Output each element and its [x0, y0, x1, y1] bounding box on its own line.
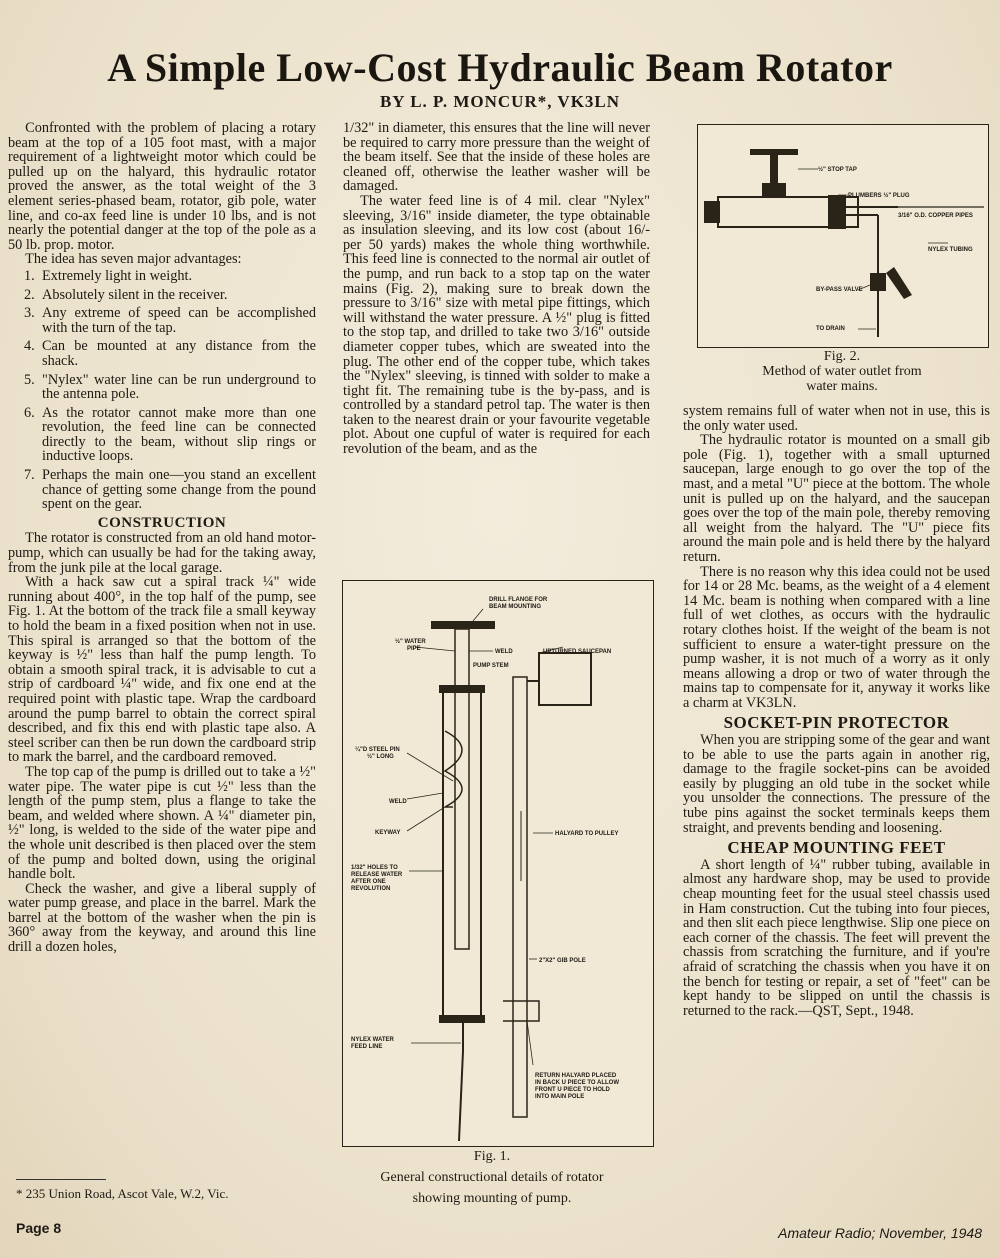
body-paragraph: The hydraulic rotator is mounted on a small gib pole (Fig. 1), together with a small upturned saucepan, large enough to go over the top of the mast, and a metal "U" piece at the bottom. The whole unit is pulled up on the halyard, and the saucepan goes over the top of the main pole, thereby removing all weight from the halyard. The "U" piece fits around the main pole and is held there by the halyard return.	[683, 432, 990, 565]
figure-1-caption-line-2: showing mounting of pump.	[412, 1191, 572, 1206]
label-drill-flange-2: BEAM MOUNTING	[489, 604, 541, 610]
label-return-2: IN BACK U PIECE TO ALLOW	[535, 1080, 619, 1086]
label-water-pipe-2: PIPE	[407, 646, 421, 652]
label-gib-pole: 2"X2" GIB POLE	[539, 958, 586, 964]
label-weld-top: WELD	[495, 649, 513, 655]
pump-barrel	[443, 689, 481, 1019]
label-halyard: HALYARD TO PULLEY	[555, 831, 619, 837]
intro-paragraph: Confronted with the problem of placing a rotary beam at the top of a 105 foot mast, with a major requirement of a lightweight motor which could be pulled up on the halyard, this hydraulic rotator proved the answer, as the total weight of the 3 element series-phased beam, rotator, gib pole, water line, and co-ax feed line is under 10 lbs, and is not nearly the potential danger at the top of the pole as a 50 lb. prop. motor.	[8, 120, 316, 253]
label-holes-4: REVOLUTION	[351, 886, 391, 892]
article-title: A Simple Low-Cost Hydraulic Beam Rotator	[107, 45, 893, 90]
page-number: Page 8	[16, 1220, 62, 1236]
figure-2-caption-line-1: Method of water outlet from	[762, 364, 922, 379]
label-return-4: INTO MAIN POLE	[535, 1094, 585, 1100]
flange	[431, 621, 495, 629]
construction-heading: CONSTRUCTION	[97, 514, 227, 531]
label-plug: PLUMBERS ½" PLUG	[848, 193, 910, 199]
figure-2	[697, 124, 989, 348]
list-item: 7. Perhaps the main one—you stand an excellent chance of getting some change from the pound spent on the gear.	[24, 467, 316, 513]
list-item: 1. Extremely light in weight.	[24, 267, 193, 284]
figure-1-caption	[332, 1146, 652, 1209]
label-weld: WELD	[389, 799, 407, 805]
body-paragraph: 1/32" in diameter, this ensures that the line will never be required to carry more pressure than the weight of the beam itself. See that the inside of these holes are cleaned off, otherwise the leather washer will be damaged.	[343, 120, 650, 195]
label-nylex: NYLEX WATER	[351, 1037, 394, 1043]
label-holes: 1/32" HOLES TO	[351, 865, 398, 871]
water-outlet-diagram	[698, 125, 988, 347]
label-return: RETURN HALYARD PLACED	[535, 1073, 617, 1079]
list-item: 5. "Nylex" water line can be run underground to the antenna pole.	[24, 371, 316, 403]
figure-2-caption-line-2: water mains.	[806, 379, 878, 394]
body-paragraph: system remains full of water when not in use, this is the only water used.	[683, 403, 990, 434]
label-water-pipe: ½" WATER	[395, 639, 426, 645]
label-nylex-tubing: NYLEX TUBING	[928, 247, 973, 253]
footnote: * 235 Union Road, Ascot Vale, W.2, Vic.	[16, 1186, 229, 1201]
label-stop-tap: ½" STOP TAP	[818, 167, 857, 173]
body-paragraph: The rotator is constructed from an old hand motor-pump, which can usually be had for the taking away, from the junk pile at the local garage.	[8, 530, 316, 576]
label-holes-3: AFTER ONE	[351, 879, 386, 885]
label-bypass: BY-PASS VALVE	[816, 287, 863, 293]
list-item: 2. Absolutely silent in the receiver.	[24, 286, 228, 303]
body-paragraph: With a hack saw cut a spiral track ¼" wide running about 400°, in the top half of the pump, see Fig. 1. At the bottom of the track file a small keyway to hold the beam in a fixed position when not in use. This spiral is arranged so that the bottom of the keyway is ½" less than half the pump length. To obtain a smooth spiral track, it is advisable to cut a strip of cardboard ¼" wide, and fix one end at the required point with plastic tape. Wrap the cardboard around the pump barrel to obtain the correct spiral described, and fix this end with plastic tape also. A steel scriber can then be run down the cardboard strip to mark the barrel, and the cardboard removed.	[8, 574, 316, 766]
rotator-diagram	[343, 581, 653, 1146]
spiral-track	[445, 731, 462, 807]
label-pump-stem: PUMP STEM	[473, 663, 509, 669]
body-paragraph: A short length of ¼" rubber tubing, available in almost any hardware shop, may be used to provide cheap mounting feet for the usual steel chassis used in Ham construction. Cut the tubing into four pieces, and then slit each piece lengthwise. Slip one piece on each corner of the chassis. The feet will prevent the chassis from scratching the furniture, and if you're afraid of scratching the chassis when you have it on the bench for testing or repair, a set of "feet" can be kept handy to be slipped on until the chassis is returned to the rack.—QST, Sept., 1948.	[683, 856, 990, 1019]
label-return-3: FRONT U PIECE TO HOLD	[535, 1087, 610, 1093]
label-steel-pin-2: ½" LONG	[367, 754, 394, 760]
gib-pole	[513, 677, 527, 1117]
figure-1	[342, 580, 654, 1147]
list-item: 4. Can be mounted at any distance from the shack.	[24, 338, 316, 369]
label-drain: TO DRAIN	[816, 326, 845, 332]
label-saucepan: UPTURNED SAUCEPAN	[543, 649, 612, 655]
body-paragraph: Check the washer, and give a liberal supply of water pump grease, and place in the barrel. Mark the barrel at the bottom of the washer when the pin is 360° away from the keyway, and around this line drill a dozen holes,	[8, 880, 316, 956]
socket-pin-heading: SOCKET-PIN PROTECTOR	[723, 713, 950, 733]
footnote-rule	[16, 1179, 106, 1180]
advantages-list	[8, 269, 316, 512]
label-keyway: KEYWAY	[375, 830, 401, 836]
pump-base	[439, 1015, 485, 1023]
label-holes-2: RELEASE WATER	[351, 872, 403, 878]
figure-2-caption	[697, 349, 987, 394]
column-1	[8, 121, 316, 955]
figure-1-caption-line-1: General constructional details of rotator	[380, 1170, 604, 1185]
body-paragraph: There is no reason why this idea could not be used for 14 or 28 Mc. beams, as the weight of a 4 element 14 Mc. beam is nothing when compared with a line full of wet clothes, as occurs with the hydraulic rotary clothes hoist. If the weight of the beam is not sufficient to ensure a water-tight pressure on the pump washer, it is not much of a worry as it only means allowing a drop or two of water through the mains tap to compensate for it, anyway it works like a charm at VK3LN.	[683, 563, 990, 711]
body-paragraph: The top cap of the pump is drilled out to take a ½" water pipe. The water pipe is cut ½" less than the length of the pump stem, plus a flange to take the beam, and welded where shown. A ¼" diameter pin, ½" long, is welded to the side of the water pipe and the whole unit described is then placed over the stem of the pump and bolted down, using the original handle bolt.	[8, 763, 316, 883]
label-nylex-2: FEED LINE	[351, 1044, 383, 1050]
byline: BY L. P. MONCUR*, VK3LN	[379, 92, 621, 111]
column-2	[343, 121, 650, 457]
advantages-intro: The idea has seven major advantages:	[25, 251, 242, 268]
nylex-line	[459, 1023, 463, 1141]
bypass-valve	[870, 273, 886, 291]
figure-1-number: Fig. 1.	[473, 1149, 511, 1164]
label-steel-pin: ¼"D STEEL PIN	[355, 747, 400, 753]
label-drill-flange: DRILL FLANGE FOR	[489, 597, 548, 603]
saucepan	[539, 653, 591, 705]
list-item: 3. Any extreme of speed can be accomplished with the turn of the tap.	[24, 305, 316, 336]
pump-top-cap	[439, 685, 485, 693]
body-paragraph: The water feed line is of 4 mil. clear "Nylex" sleeving, 3/16" inside diameter, the type obtainable as insulation sleeving, and its low cost (about 16/- per 50 yards) makes the whole thing worthwhile. This feed line is connected to the normal air outlet of the pump, and run back to a stop tap on the water mains (Fig. 2), making sure to break down the pressure to 3/16" size with metal pipe fittings, which will withstand the water pressure. A ½" plug is fitted to the stop tap, and drilled to take two 3/16" outside diameter copper tubes, which are sweated into the plug. The other end of the copper tube, which takes the "Nylex" sleeving, is tinned with solder to make a tight fit. The remaining tube is the by-pass, and is controlled by a standard petrol tap. The water is then taken to the nearest drain or your favourite vegetable plot. About one cupful of water is required for each revolution of the beam, and as the	[343, 192, 650, 458]
magazine-footer: Amateur Radio; November, 1948	[778, 1225, 982, 1241]
mounting-feet-heading: CHEAP MOUNTING FEET	[727, 838, 946, 858]
figure-2-number: Fig. 2.	[823, 349, 861, 364]
column-3	[683, 404, 990, 1018]
label-copper: 3/16" O.D. COPPER PIPES	[898, 213, 973, 219]
body-paragraph: When you are stripping some of the gear and want to be able to use the parts again in another rig, damage to the fragile socket-pins can be avoided easily by plugging an old tube in the socket while you unsolder the connections. The pressure of the tube pins against the socket terminals keeps them straight, and prevents bending and loosening.	[683, 732, 990, 836]
list-item: 6. As the rotator cannot make more than one revolution, the feed line can be connected directly to the beam, without slip rings or inductive loops.	[24, 404, 316, 465]
